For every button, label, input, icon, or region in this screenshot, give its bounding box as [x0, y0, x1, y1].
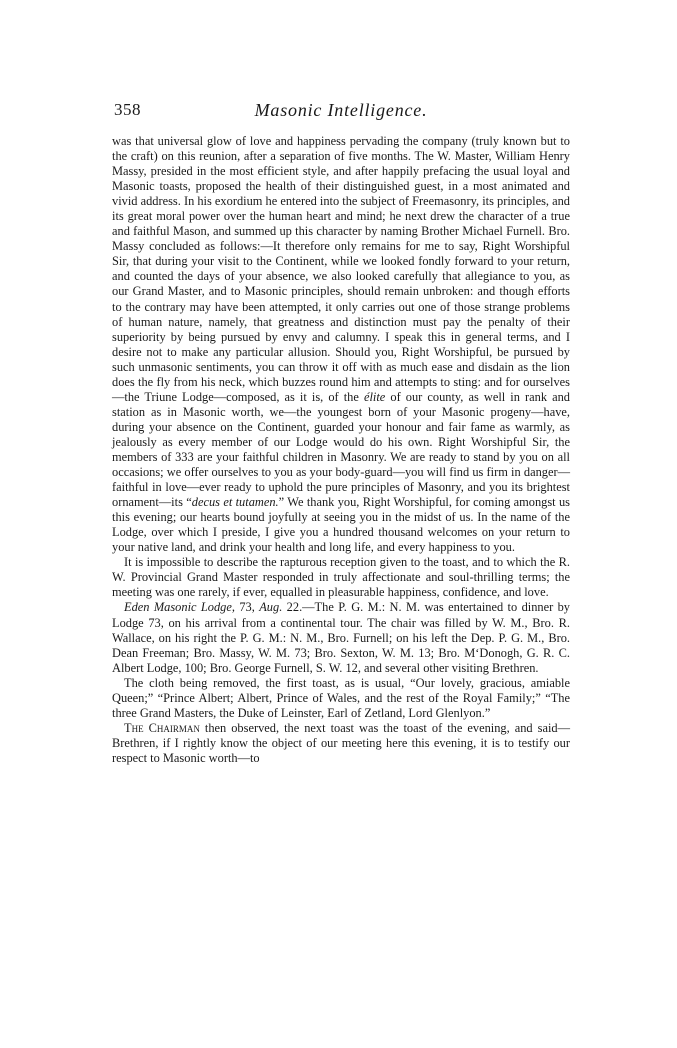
month-abbrev: Aug.	[259, 600, 283, 615]
paragraph-toasts: The cloth being removed, the first toast, as is usual, “Our lovely, gracious, amiable Queen;” “Prince Albert; Albert, Prince of Wales, and the rest of the Royal Family;” “The three Grand Masters, the Duke of Leinster, Earl of Zetland, Lord Glenlyon.”	[112, 675, 570, 720]
book-page	[112, 100, 570, 766]
body-text	[112, 134, 570, 766]
paragraph-reception: It is impossible to describe the rapturous reception given to the toast, and to which the R. W. Provincial Grand Master responded in truly affectionate and soul-thrilling terms; the meeting was one rarely, if ever, equalled in pleasurable happiness, confidence, and love.	[112, 555, 570, 600]
paragraph-chairman: The Chairman then observed, the next toast was the toast of the evening, and said—Brethren, if I rightly know the object of our meeting here this evening, it is to testify our respect to Masonic worth—to	[112, 720, 570, 765]
paragraph-eden-lodge: Eden Masonic Lodge, 73, Aug. 22.—The P. G. M.: N. M. was entertained to dinner by Lodge 73, on his arrival from a continental tour. The chair was filled by W. M., Bro. R. Wallace, on his right the P. G. M.: N. M., Bro. Furnell; on his left the Dep. P. G. M., Bro. Dean Freeman; Bro. Massy, W. M. 73; Bro. Sexton, W. M. 13; Bro. M‘Donogh, G. R. C. Albert Lodge, 100; Bro. George Furnell, S. W. 12, and several other visiting Brethren.	[112, 600, 570, 675]
running-title: Masonic Intelligence.	[254, 100, 428, 120]
elite-word: élite	[363, 389, 386, 404]
page-header	[112, 100, 570, 126]
lodge-motto: decus et tutamen.	[191, 495, 279, 510]
chairman-label: The Chairman	[124, 720, 200, 735]
lodge-name: Eden Masonic Lodge,	[124, 600, 235, 615]
paragraph-massy-speech: was that universal glow of love and happiness pervading the company (truly known but to the craft) on this reunion, after a separation of five months. The W. Master, William Henry Massy, presided in the most efficient style, and after happily prefacing the usual loyal and Masonic toasts, proposed the health of their distinguished guest, in a most animated and vivid address. In his exordium he entered into the subject of Freemasonry, its principles, and its great moral power over the human heart and mind; he next drew the character of a true and faithful Mason, and summed up this character by naming Brother Michael Furnell. Bro. Massy concluded as follows:—It therefore only remains for me to say, Right Worshipful Sir, that during your visit to the Continent, while we looked fondly forward to your return, and counted the days of your absence, we also looked carefully that allegiance to you, as our Grand Master, and to Masonic principles, should remain unbroken: and though efforts to the contrary may have been attempted, it only carries out one of those strange problems of human nature, namely, that greatness and distinction must pay the penalty of their superiority by being pursued by envy and calumny. I speak this in general terms, and I desire not to make any particular allusion. Should you, Right Worshipful, be pursued by such unmasonic sentiments, you can throw it off with as much ease and disdain as the lion does the fly from his neck, which buzzes round him and attempts to sting: and for ourselves—the Triune Lodge—composed, as it is, of the élite of our county, as well in rank and station as in Masonic worth, we—the youngest born of your Masonic progeny—have, during your absence on the Continent, guarded your honour and fair fame as warmly, as jealously as every member of our Lodge would do his own. Right Worshipful Sir, the members of 333 are your faithful children in Masonry. We are ready to stand by you on all occasions; we offer ourselves to you as your body-guard—you will find us firm in danger—faithful in love—ever ready to uphold the pure principles of Masonry, and you its brightest ornament—its “decus et tutamen.” We thank you, Right Worshipful, for coming amongst us this evening; our hearts bound joyfully at seeing you in the midst of us. In the name of the Lodge, over which I preside, I give you a hundred thousand welcomes on your return to your native land, and drink your health and long life, and every happiness to you.	[112, 134, 570, 555]
page-number: 358	[114, 100, 141, 119]
